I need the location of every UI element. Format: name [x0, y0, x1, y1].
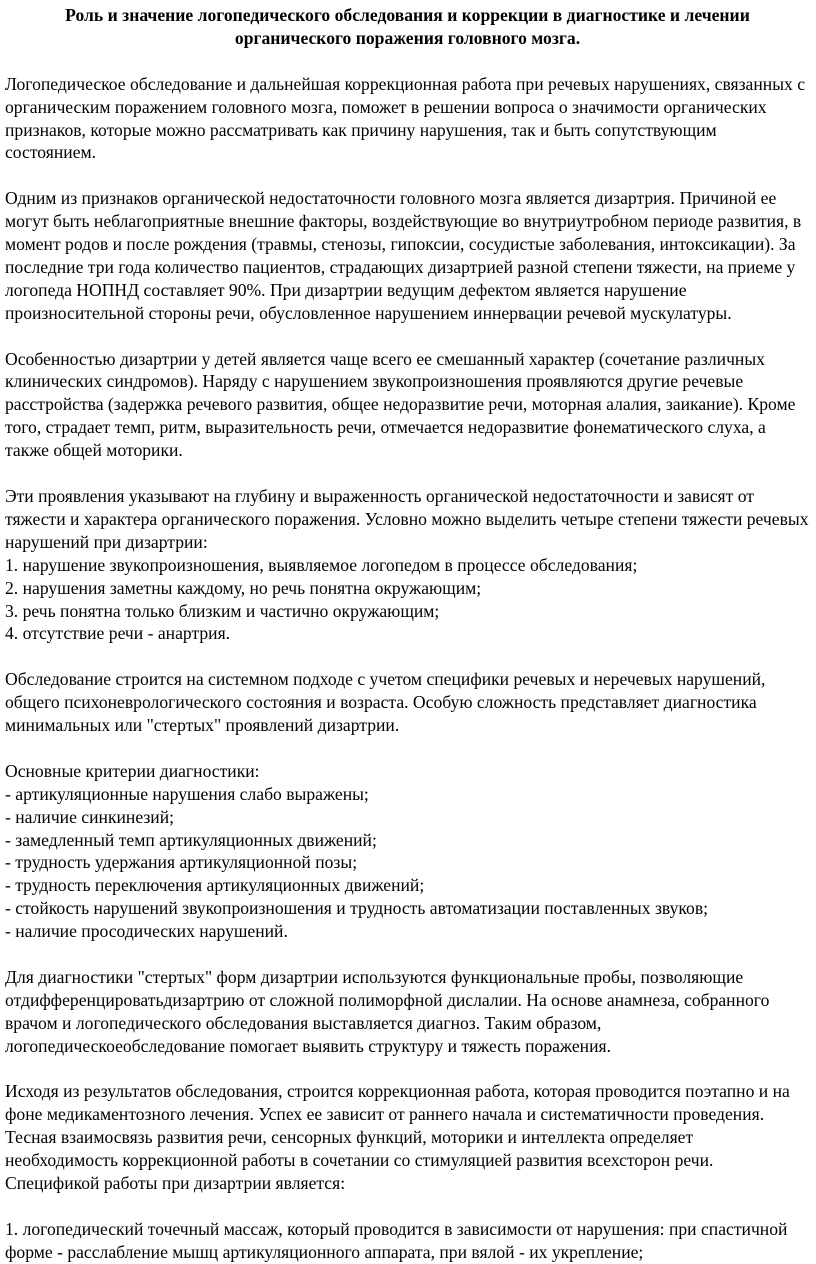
criteria-heading: Основные критерии диагностики:	[5, 760, 260, 781]
spacer	[5, 462, 810, 485]
list-item: - трудность переключения артикуляционных движений;	[5, 875, 425, 896]
paragraph-correction: Исходя из результатов обследования, строится коррекционная работа, которая проводится поэтапно и на фоне медикаментозного лечения. Успех ее зависит от раннего начала и систематичности проведения. Тесная взаимосвязь развития речи, сенсорных функций, моторики и интеллекта определяет необходимость коррекционной работы в сочетании со стимуляцией развития всехсторон речи. Спецификой работы при дизартрии является:	[5, 1081, 790, 1194]
spacer	[5, 737, 810, 760]
spacer	[5, 325, 810, 348]
spacer	[5, 943, 810, 966]
spacer	[5, 1058, 810, 1081]
paragraph-diagnostics: Для диагностики "стертых" форм дизартрии используются функциональные пробы, позволяющие отдифференцироватьдизартрию от сложной полиморфной дислалии. На основе анамнеза, собранного врачом и логопедического обследования выставляется диагноз. Таким образом, логопедическоеобследование помогает выявить структуру и тяжесть поражения.	[5, 966, 770, 1056]
list-item: - трудность удержания артикуляционной позы;	[5, 852, 358, 873]
list-item: - стойкость нарушений звукопроизношения и трудность автоматизации поставленных звуков;	[5, 898, 709, 919]
paragraph-severity: Эти проявления указывают на глубину и выраженность органической недостаточности и зависят от тяжести и характера органического поражения. Условно можно выделить четыре степени тяжести речевых нарушений при дизартрии:	[5, 485, 809, 552]
document-title: Роль и значение логопедического обследования и коррекции в диагностике и лечении органического поражения головного мозга.	[65, 5, 750, 48]
list-item: 3. речь понятна только близким и частично окружающим;	[5, 600, 440, 621]
document-page	[0, 4, 816, 1262]
list-item: 1. нарушение звукопроизношения, выявляемое логопедом в процессе обследования;	[5, 554, 638, 575]
spacer	[5, 645, 810, 668]
list-item: 2. нарушения заметны каждому, но речь понятна окружающим;	[5, 577, 482, 598]
severity-list	[5, 554, 810, 646]
criteria-list	[5, 783, 810, 943]
list-item: - замедленный темп артикуляционных движений;	[5, 829, 377, 850]
spacer	[5, 50, 810, 73]
list-item: 1. логопедический точечный массаж, который проводится в зависимости от нарушения: при спастичной форме - расслабление мышц артикуляционного аппарата, при вялой - их укрепление;	[5, 1218, 788, 1262]
paragraph-dysarthria: Одним из признаков органической недостаточности головного мозга является дизартрия. Причиной ее могут быть неблагоприятные внешние факторы, воздействующие во внутриутробном периоде развития, в момент родов и после рождения (травмы, стенозы, гипоксии, сосудистые заболевания, интоксикации). За последние три года количество пациентов, страдающих дизартрией разной степени тяжести, на приеме у логопеда НОПНД составляет 90%. При дизартрии ведущим дефектом является нарушение произносительной стороны речи, обусловленное нарушением иннервации речевой мускулатуры.	[5, 188, 802, 323]
list-item: - наличие просодических нарушений.	[5, 921, 288, 942]
spacer	[5, 1195, 810, 1218]
paragraph-intro: Логопедическое обследование и дальнейшая коррекционная работа при речевых нарушениях, связанных с органическим поражением головного мозга, поможет в решении вопроса о значимости органических признаков, которые можно рассматривать как причину нарушения, так и быть сопутствующим состоянием.	[5, 73, 806, 163]
list-item: - артикуляционные нарушения слабо выражены;	[5, 783, 369, 804]
paragraph-features: Особенностью дизартрии у детей является чаще всего ее смешанный характер (сочетание различных клинических синдромов). Наряду с нарушением звукопроизношения проявляются другие речевые расстройства (задержка речевого развития, общее недоразвитие речи, моторная алалия, заикание). Кроме того, страдает темп, ритм, выразительность речи, отмечается недоразвитие фонематического слуха, а также общей моторики.	[5, 348, 796, 461]
paragraph-examination: Обследование строится на системном подходе с учетом специфики речевых и неречевых нарушений, общего психоневрологического состояния и возраста. Особую сложность представляет диагностика минимальных или "стертых" проявлений дизартрии.	[5, 669, 766, 736]
list-item: - наличие синкинезий;	[5, 806, 175, 827]
list-item: 4. отсутствие речи - анартрия.	[5, 623, 231, 644]
spacer	[5, 164, 810, 187]
